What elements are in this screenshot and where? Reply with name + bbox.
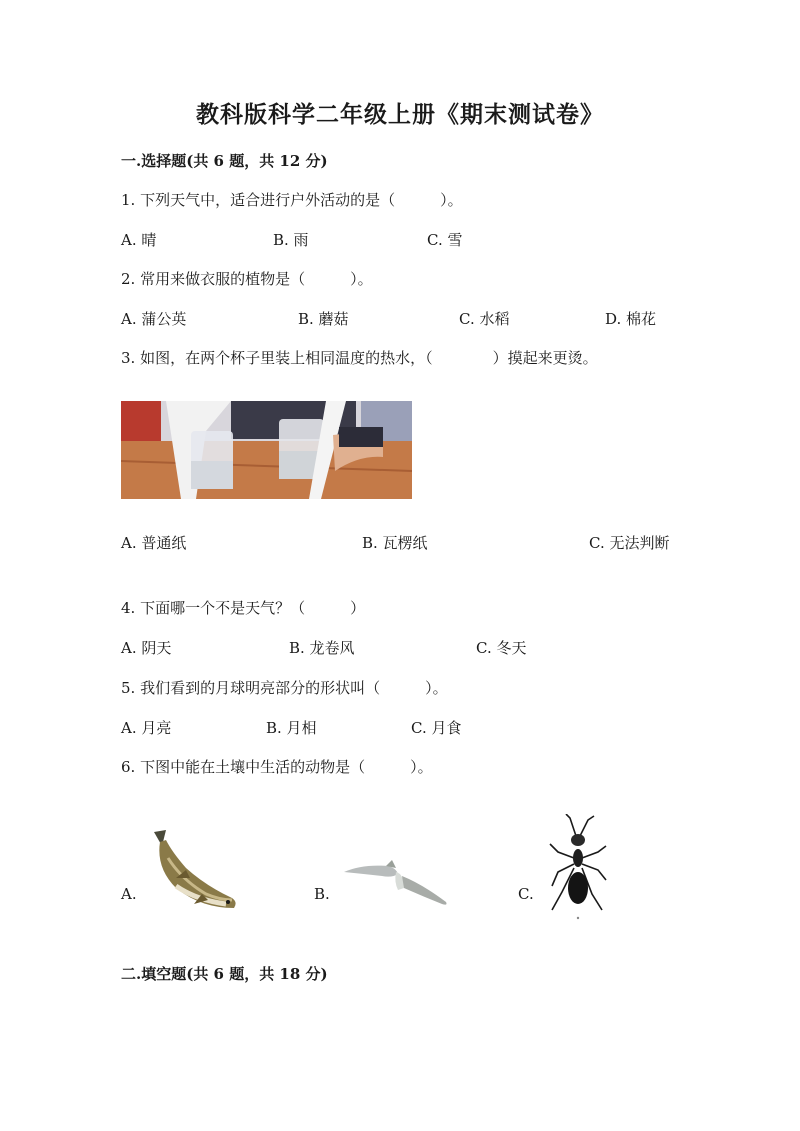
cups-photo — [121, 401, 412, 499]
question-5-option-c[interactable]: C. 月食 — [411, 719, 462, 737]
question-2-option-d[interactable]: D. 棉花 — [605, 310, 657, 328]
fish-icon — [146, 828, 242, 912]
section-heading-fill: 二.填空题(共 6 题，共 18 分) — [121, 965, 328, 983]
question-3-option-c[interactable]: C. 无法判断 — [589, 534, 670, 552]
question-5-option-a[interactable]: A. 月亮 — [121, 719, 172, 737]
question-4-option-c[interactable]: C. 冬天 — [476, 639, 527, 657]
section-heading-choice: 一.选择题(共 6 题，共 12 分) — [121, 152, 328, 170]
question-4-option-a[interactable]: A. 阴天 — [121, 639, 172, 657]
question-5-option-b[interactable]: B. 月相 — [266, 719, 317, 737]
question-2-stem: 2. 常用来做衣服的植物是（ ）。 — [121, 270, 373, 288]
question-1-option-c[interactable]: C. 雪 — [427, 231, 463, 249]
question-6-stem: 6. 下图中能在土壤中生活的动物是（ ）。 — [121, 758, 433, 776]
question-3-option-a[interactable]: A. 普通纸 — [121, 534, 187, 552]
question-3-option-b[interactable]: B. 瓦楞纸 — [362, 534, 428, 552]
question-4-option-b[interactable]: B. 龙卷风 — [289, 639, 355, 657]
question-5-stem: 5. 我们看到的月球明亮部分的形状叫（ ）。 — [121, 679, 448, 697]
question-3-stem: 3. 如图，在两个杯子里装上相同温度的热水，（ ）摸起来更烫。 — [121, 349, 598, 367]
question-6-option-a[interactable]: A. — [121, 885, 137, 903]
question-1-stem: 1. 下列天气中，适合进行户外活动的是（ ）。 — [121, 191, 463, 209]
question-2-option-c[interactable]: C. 水稻 — [459, 310, 510, 328]
question-2-option-a[interactable]: A. 蒲公英 — [121, 310, 187, 328]
page-title: 教科版科学二年级上册《期末测试卷》 — [196, 101, 604, 128]
question-4-stem: 4. 下面哪一个不是天气？（ ） — [121, 599, 366, 617]
question-6-option-c[interactable]: C. — [518, 885, 534, 903]
bird-icon — [342, 858, 450, 908]
question-6-option-b[interactable]: B. — [314, 885, 330, 903]
question-2-option-b[interactable]: B. 蘑菇 — [298, 310, 349, 328]
ant-icon — [544, 814, 612, 922]
question-1-option-b[interactable]: B. 雨 — [273, 231, 309, 249]
question-1-option-a[interactable]: A. 晴 — [121, 231, 157, 249]
